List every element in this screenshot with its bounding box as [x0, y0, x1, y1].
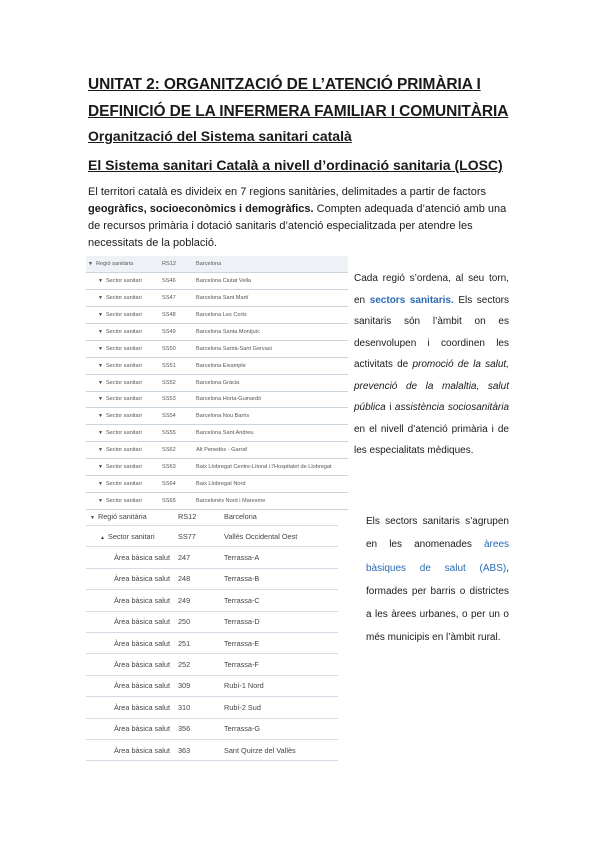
table-row[interactable]: ▼ Sector sanitari SS46 Barcelona Ciutat Vella [86, 273, 348, 290]
sectors-paragraph: Cada regió s’ordena, al seu torn, en sectors sanitaris. Els sectors sanitaris són l’àmbit on es desenvolupen i coordinen les activitats de promoció de la salut, prevenció de la malaltia, salut pública i assistència sociosanitària en el nivell d’atenció primària i de les especialitats mèdiques. [354, 273, 510, 456]
table-row[interactable]: Àrea bàsica salut 251 Terrassa-E [86, 633, 338, 654]
table-row-region[interactable]: ▼ Regió sanitària RS12 Barcelona [86, 256, 348, 273]
table-row[interactable]: ▼ Sector sanitari SS62 Alt Penedès - Garraf [86, 442, 348, 459]
table-row[interactable]: ▼ Sector sanitari SS65 Barcelonès Nord i Maresme [86, 493, 348, 510]
table-row[interactable]: ▼ Sector sanitari SS50 Barcelona Sarrià-Sant Gervasi [86, 341, 348, 358]
table-row[interactable]: ▼ Sector sanitari SS52 Barcelona Gràcia [86, 375, 348, 392]
table-row[interactable]: ▼ Sector sanitari SS49 Barcelona Santa Montjuïc [86, 324, 348, 341]
table-row[interactable]: Àrea bàsica salut 356 Terrassa-G [86, 719, 338, 740]
table-row[interactable]: ▼ Sector sanitari SS47 Barcelona Sant Martí [86, 290, 348, 307]
caret-down-icon[interactable]: ▼ [98, 345, 103, 352]
table-row-sector[interactable]: ▲ Sector sanitari SS77 Vallès Occidental Oest [86, 526, 338, 547]
table-row[interactable]: Àrea bàsica salut 310 Rubí-2 Sud [86, 697, 338, 718]
caret-down-icon[interactable]: ▼ [90, 514, 95, 521]
caret-down-icon[interactable]: ▼ [98, 430, 103, 437]
table-row[interactable]: Àrea bàsica salut 247 Terrassa-A [86, 547, 338, 568]
section-title: Organització del Sistema sanitari català [88, 128, 352, 144]
table-row[interactable]: ▼ Sector sanitari SS53 Barcelona Horta-Guinardó [86, 392, 348, 409]
caret-down-icon[interactable]: ▼ [98, 328, 103, 335]
abs-paragraph: Els sectors sanitaris s’agrupen en les anomenades àrees bàsiques de salut (ABS), formades per barris o districtes a les àrees urbanes, o per un o més municipis en l’àmbit rural. [366, 516, 509, 644]
caret-down-icon[interactable]: ▼ [98, 311, 103, 318]
table-row[interactable]: ▼ Sector sanitari SS63 Baix Llobregat Centre-Litoral i l’Hospitalet de Llobregat [86, 459, 348, 476]
table-row-region[interactable]: ▼ Regió sanitària RS12 Barcelona [86, 507, 338, 526]
table-row[interactable]: Àrea bàsica salut 309 Rubí-1 Nord [86, 676, 338, 697]
caret-down-icon[interactable]: ▼ [98, 447, 103, 454]
caret-down-icon[interactable]: ▼ [98, 362, 103, 369]
caret-down-icon[interactable]: ▼ [98, 481, 103, 488]
table-row[interactable]: Àrea bàsica salut 252 Terrassa-F [86, 654, 338, 675]
caret-down-icon[interactable]: ▼ [98, 464, 103, 471]
caret-down-icon[interactable]: ▼ [88, 260, 93, 267]
table-row[interactable]: ▼ Sector sanitari SS51 Barcelona Eixample [86, 358, 348, 375]
intro-paragraph: El territori català es divideix en 7 regions sanitàries, delimitades a partir de factors geogràfics, socioeconòmics i demogràfics. Compten adequada d’atenció amb una de recursos primària i dotació sanitaris d’atenció especialitzada per atendre les necessitats de la població. [88, 186, 507, 249]
table-row[interactable]: ▼ Sector sanitari SS48 Barcelona Les Corts [86, 307, 348, 324]
table-row[interactable]: Àrea bàsica salut 250 Terrassa-D [86, 612, 338, 633]
table-row[interactable]: ▼ Sector sanitari SS64 Baix Llobregat Nord [86, 476, 348, 493]
caret-down-icon[interactable]: ▼ [98, 413, 103, 420]
table-row[interactable]: Àrea bàsica salut 248 Terrassa-B [86, 569, 338, 590]
caret-down-icon[interactable]: ▼ [98, 396, 103, 403]
sectors-link[interactable]: sectors sanitaris. [369, 294, 454, 306]
health-regions-table [86, 256, 348, 510]
caret-down-icon[interactable]: ▼ [98, 498, 103, 505]
caret-down-icon[interactable]: ▼ [98, 294, 103, 301]
table-row[interactable]: Àrea bàsica salut 363 Sant Quirze del Vallès [86, 740, 338, 761]
basic-areas-table [86, 507, 338, 761]
abs-link[interactable]: àrees bàsiques de salut (ABS) [366, 539, 509, 574]
caret-up-icon[interactable]: ▲ [100, 534, 105, 541]
caret-down-icon[interactable]: ▼ [98, 277, 103, 284]
table-row[interactable]: ▼ Sector sanitari SS54 Barcelona Nou Barris [86, 408, 348, 425]
caret-down-icon[interactable]: ▼ [98, 379, 103, 386]
table-row[interactable]: ▼ Sector sanitari SS55 Barcelona Sant Andreu [86, 425, 348, 442]
table-row[interactable]: Àrea bàsica salut 249 Terrassa-C [86, 590, 338, 611]
subsection-title: El Sistema sanitari Català a nivell d’ordinació sanitaria (LOSC) [88, 157, 503, 173]
unit-title: UNITAT 2: ORGANITZACIÓ DE L’ATENCIÓ PRIMÀRIA I DEFINICIÓ DE LA INFERMERA FAMILIAR I COMUNITÀRIA [88, 76, 509, 120]
